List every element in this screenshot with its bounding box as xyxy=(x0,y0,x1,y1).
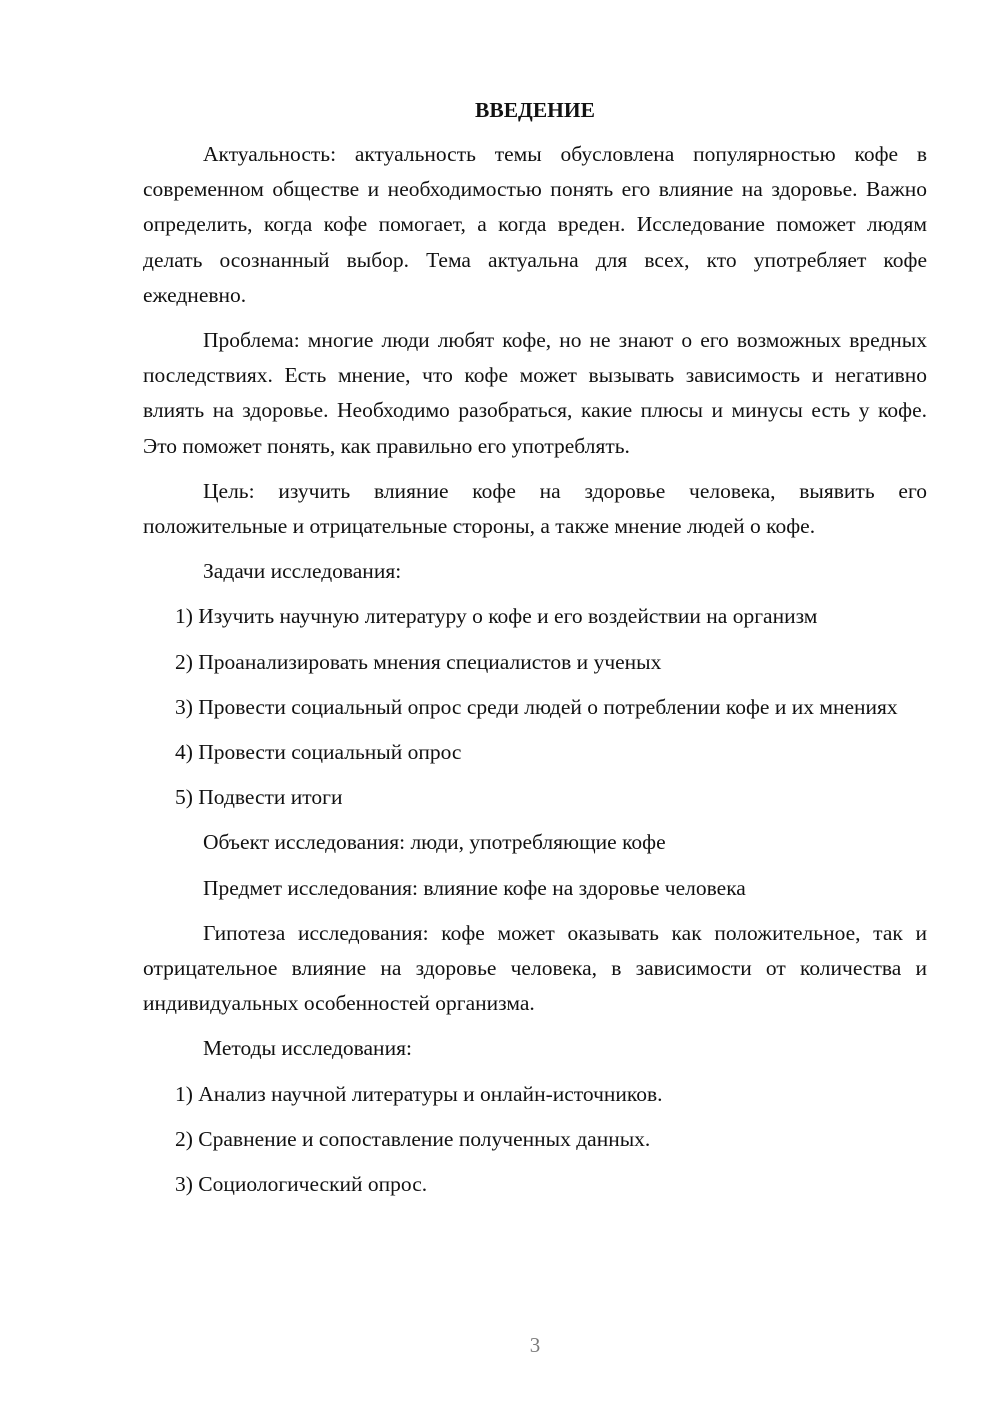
tasks-heading: Задачи исследования: xyxy=(203,559,402,584)
methods-list xyxy=(143,1077,927,1203)
object-line: Объект исследования: люди, употребляющие кофе xyxy=(203,830,666,855)
problem-paragraph: Проблема: многие люди любят кофе, но не знают о его возможных вредных последствиях. Есть мнение, что кофе может вызывать зависимость и негативно влиять на здоровье. Необходимо разобраться, какие плюсы и минусы есть у кофе. Это поможет понять, как правильно его употреблять. xyxy=(143,328,927,458)
task-item: 4) Провести социальный опрос xyxy=(175,740,462,765)
tasks-list xyxy=(143,599,927,815)
subject-line: Предмет исследования: влияние кофе на здоровье человека xyxy=(203,875,746,900)
methods-heading: Методы исследования: xyxy=(203,1036,412,1061)
method-item: 2) Сравнение и сопоставление полученных данных. xyxy=(175,1126,651,1151)
page-content xyxy=(143,94,927,1212)
task-item: 5) Подвести итоги xyxy=(175,785,343,810)
goal-paragraph: Цель: изучить влияние кофе на здоровье человека, выявить его положительные и отрицательные стороны, а также мнение людей о кофе. xyxy=(143,478,927,539)
method-item: 3) Социологический опрос. xyxy=(175,1172,428,1197)
page-title: ВВЕДЕНИЕ xyxy=(475,98,595,122)
task-item: 2) Проанализировать мнения специалистов и ученых xyxy=(175,649,662,674)
method-item: 1) Анализ научной литературы и онлайн-источников. xyxy=(175,1081,663,1106)
relevance-paragraph: Актуальность: актуальность темы обусловлена популярностью кофе в современном обществе и необходимостью понять его влияние на здоровье. Важно определить, когда кофе помогает, а когда вреден. Исследование поможет людям делать осознанный выбор. Тема актуальна для всех, кто употребляет кофе ежедневно. xyxy=(143,142,927,307)
page-number: 3 xyxy=(529,1333,541,1357)
task-item: 3) Провести социальный опрос среди людей о потреблении кофе и их мнениях xyxy=(175,694,898,719)
task-item: 1) Изучить научную литературу о кофе и его воздействии на организм xyxy=(175,604,818,629)
hypothesis-paragraph: Гипотеза исследования: кофе может оказывать как положительное, так и отрицательное влияние на здоровье человека, в зависимости от количества и индивидуальных особенностей организма. xyxy=(143,920,927,1016)
